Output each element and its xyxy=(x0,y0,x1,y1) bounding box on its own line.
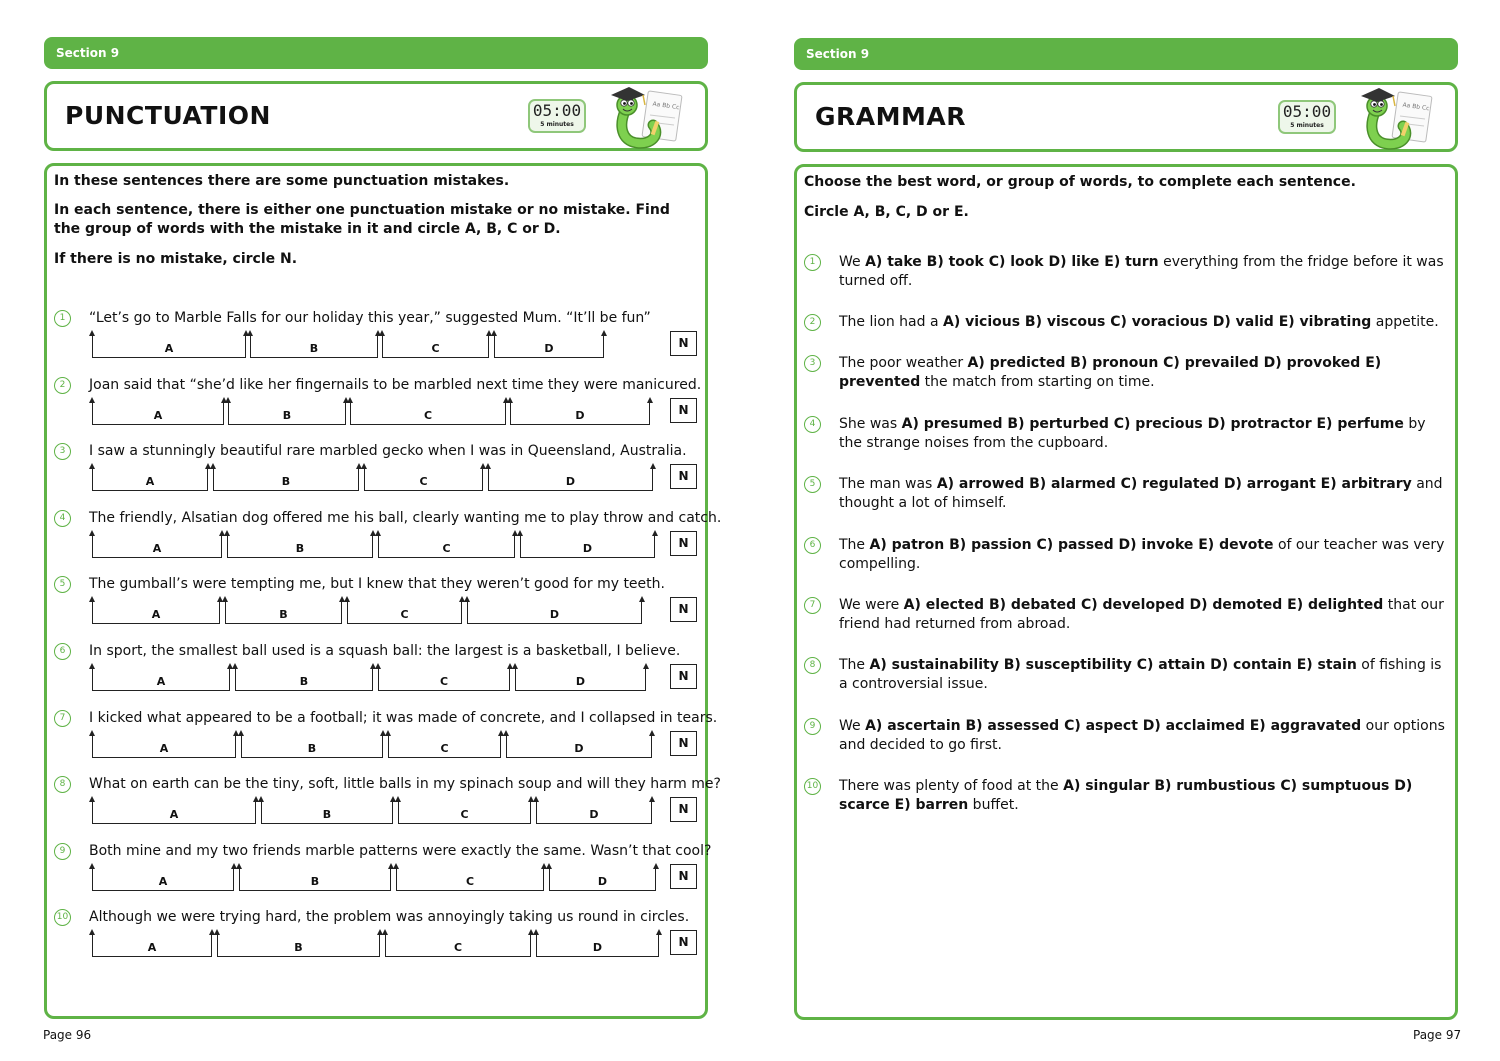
question-sentence: I kicked what appeared to be a football; it was made of concrete, and I collapsed in tears. xyxy=(89,710,718,726)
option-label: B xyxy=(295,542,305,555)
answer-options[interactable]: A) singular B) rumbustious C) sumptuous D) scarce E) barren xyxy=(839,778,1413,813)
page-title: PUNCTUATION xyxy=(65,101,271,130)
answer-segments xyxy=(0,665,700,693)
question-sentence: Joan said that “she’d like her fingernails to be marbled next time they were manicured. xyxy=(89,377,702,393)
option-label: D xyxy=(589,808,599,821)
timer-time: 05:00 xyxy=(532,101,582,120)
option-label: C xyxy=(419,475,428,488)
option-label: A xyxy=(147,941,157,954)
question-sentence: Both mine and my two friends marble patterns were exactly the same. Wasn’t that cool? xyxy=(89,843,712,859)
title-box xyxy=(44,81,708,151)
question-number: 6 xyxy=(54,643,71,660)
answer-options[interactable]: A) vicious B) viscous C) voracious D) valid E) vibrating xyxy=(942,314,1372,330)
answer-option-d[interactable] xyxy=(467,598,642,624)
sentence-start: The poor weather xyxy=(839,355,968,371)
answer-option-d[interactable] xyxy=(494,332,604,358)
option-label: D xyxy=(575,675,586,688)
answer-option-a[interactable] xyxy=(92,532,222,558)
bookworm-mascot-icon xyxy=(1353,86,1437,150)
answer-option-a[interactable] xyxy=(92,399,224,425)
question-number: 4 xyxy=(54,510,71,527)
option-label: C xyxy=(400,608,409,621)
answer-option-b[interactable] xyxy=(241,732,383,758)
answer-segments xyxy=(0,931,700,959)
question-number: 5 xyxy=(54,576,71,593)
answer-option-c[interactable] xyxy=(347,598,462,624)
option-label: A xyxy=(145,475,155,488)
option-label: D xyxy=(544,342,554,355)
answer-segments xyxy=(0,399,700,427)
question-sentence: The friendly, Alsatian dog offered me his ball, clearly wanting me to play throw and catch. xyxy=(89,510,722,526)
option-label: D xyxy=(582,542,593,555)
answer-option-c[interactable] xyxy=(378,532,515,558)
answer-options[interactable]: A) arrowed B) alarmed C) regulated D) arrogant E) arbitrary xyxy=(936,476,1412,492)
answer-options[interactable]: A) sustainability B) susceptibility C) attain D) contain E) stain xyxy=(869,657,1357,673)
no-mistake-box[interactable]: N xyxy=(670,464,697,489)
answer-option-b[interactable] xyxy=(250,332,378,358)
section-header: Section 9 xyxy=(44,37,708,69)
question-number: 1 xyxy=(54,310,71,327)
option-label: C xyxy=(423,409,433,422)
option-label: A xyxy=(151,608,161,621)
sentence-start: The xyxy=(839,657,870,673)
question-number: 4 xyxy=(804,416,821,433)
question-number: 7 xyxy=(804,597,821,614)
option-label: C xyxy=(460,808,469,821)
answer-options[interactable]: A) ascertain B) assessed C) aspect D) acclaimed E) aggravated xyxy=(865,718,1362,734)
option-label: A xyxy=(169,808,179,821)
page-number: Page 97 xyxy=(1413,1028,1462,1042)
option-label: B xyxy=(307,742,317,755)
answer-option-a[interactable] xyxy=(92,931,212,957)
question-number: 8 xyxy=(54,776,71,793)
option-label: C xyxy=(465,875,475,888)
answer-options[interactable]: A) take B) took C) look D) like E) turn xyxy=(865,254,1159,270)
option-label: C xyxy=(439,675,449,688)
no-mistake-box[interactable]: N xyxy=(670,398,697,423)
no-mistake-box[interactable]: N xyxy=(670,331,697,356)
answer-option-c[interactable] xyxy=(385,931,531,957)
answer-option-d[interactable] xyxy=(536,931,659,957)
sentence-end: our options and decided to go first. xyxy=(839,718,1445,753)
sentence-end: by the strange noises from the cupboard. xyxy=(839,416,1426,451)
instruction-1: Choose the best word, or group of words, to complete each sentence. xyxy=(804,174,1356,190)
sentence-end: buffet. xyxy=(968,797,1019,813)
option-label: D xyxy=(575,409,585,422)
answer-option-c[interactable] xyxy=(388,732,501,758)
question-number: 10 xyxy=(804,778,821,795)
no-mistake-box[interactable]: N xyxy=(670,531,697,556)
question-sentence xyxy=(839,536,1451,574)
answer-options[interactable]: A) predicted B) pronoun C) prevailed D) provoked E) prevented xyxy=(839,355,1382,390)
instruction-2: In each sentence, there is either one punctuation mistake or no mistake. Find the group of words with the mistake in it and circle A, B, C or D. xyxy=(54,202,670,237)
answer-option-c[interactable] xyxy=(350,399,506,425)
answer-option-a[interactable] xyxy=(92,732,236,758)
no-mistake-box[interactable]: N xyxy=(670,864,697,889)
timer-badge xyxy=(528,99,586,133)
answer-option-a[interactable] xyxy=(92,665,230,691)
sentence-start: The lion had a xyxy=(839,314,943,330)
answer-option-c[interactable] xyxy=(364,465,483,491)
answer-option-c[interactable] xyxy=(396,865,544,891)
no-mistake-box[interactable]: N xyxy=(670,597,697,622)
answer-option-d[interactable] xyxy=(488,465,653,491)
sentence-end: of our teacher was very compelling. xyxy=(839,537,1445,572)
option-label: A xyxy=(156,675,166,688)
question-number: 9 xyxy=(804,718,821,735)
question-sentence xyxy=(839,415,1451,453)
question-sentence xyxy=(839,253,1451,291)
sentence-start: There was plenty of food at the xyxy=(839,778,1064,794)
timer-badge xyxy=(1278,100,1336,134)
option-label: B xyxy=(299,675,309,688)
svg-text:Aa Bb Cc: Aa Bb Cc xyxy=(652,100,680,112)
answer-segments xyxy=(0,532,700,560)
answer-option-c[interactable] xyxy=(378,665,510,691)
sentence-end: of fishing is a controversial issue. xyxy=(839,657,1442,692)
answer-option-b[interactable] xyxy=(228,399,346,425)
timer-time: 05:00 xyxy=(1282,102,1332,121)
option-label: B xyxy=(281,475,291,488)
answer-option-d[interactable] xyxy=(506,732,652,758)
answer-segments xyxy=(0,465,700,493)
answer-option-b[interactable] xyxy=(239,865,391,891)
sentence-start: We xyxy=(839,254,866,270)
answer-option-a[interactable] xyxy=(92,798,256,824)
answer-option-d[interactable] xyxy=(520,532,655,558)
question-sentence xyxy=(839,656,1451,694)
option-label: B xyxy=(279,608,288,621)
answer-option-b[interactable] xyxy=(213,465,359,491)
answer-option-c[interactable] xyxy=(382,332,489,358)
answer-segments xyxy=(0,332,700,360)
sentence-end: and thought a lot of himself. xyxy=(839,476,1443,511)
answer-option-b[interactable] xyxy=(261,798,393,824)
sentence-end: appetite. xyxy=(1371,314,1439,330)
sentence-end: everything from the fridge before it was turned off. xyxy=(839,254,1444,289)
question-sentence xyxy=(839,717,1451,755)
answer-option-b[interactable] xyxy=(217,931,380,957)
no-mistake-box[interactable]: N xyxy=(670,930,697,955)
sentence-end: that our friend had returned from abroad. xyxy=(839,597,1444,632)
question-number: 8 xyxy=(804,657,821,674)
question-number: 3 xyxy=(54,443,71,460)
answer-options[interactable]: A) presumed B) perturbed C) precious D) protractor E) perfume xyxy=(901,416,1404,432)
no-mistake-box[interactable]: N xyxy=(670,731,697,756)
option-label: B xyxy=(322,808,332,821)
answer-option-b[interactable] xyxy=(225,598,342,624)
option-label: B xyxy=(294,941,303,954)
option-label: A xyxy=(158,875,168,888)
question-sentence: In sport, the smallest ball used is a squash ball: the largest is a basketball, I believe. xyxy=(89,643,681,659)
right-page xyxy=(750,0,1500,1061)
option-label: A xyxy=(153,409,163,422)
answer-option-a[interactable] xyxy=(92,865,234,891)
answer-segments xyxy=(0,798,700,826)
answer-options[interactable]: A) elected B) debated C) developed D) demoted E) delighted xyxy=(903,597,1384,613)
option-label: C xyxy=(442,542,451,555)
sentence-start: The xyxy=(839,537,870,553)
option-label: D xyxy=(592,941,603,954)
question-sentence xyxy=(839,777,1451,815)
sentence-start: We were xyxy=(839,597,904,613)
option-label: D xyxy=(597,875,608,888)
content-box xyxy=(794,164,1458,1020)
option-label: A xyxy=(164,342,174,355)
answer-option-a[interactable] xyxy=(92,332,246,358)
title-box xyxy=(794,82,1458,152)
option-label: C xyxy=(453,941,463,954)
question-number: 7 xyxy=(54,710,71,727)
question-number: 3 xyxy=(804,355,821,372)
question-number: 2 xyxy=(804,314,821,331)
option-label: B xyxy=(310,875,320,888)
page-title: GRAMMAR xyxy=(815,102,966,131)
no-mistake-box[interactable]: N xyxy=(670,797,697,822)
timer-label: 5 minutes xyxy=(540,121,574,128)
question-number: 1 xyxy=(804,254,821,271)
option-label: B xyxy=(282,409,292,422)
question-sentence: What on earth can be the tiny, soft, little balls in my spinach soup and will they harm me? xyxy=(89,776,721,792)
question-sentence: Although we were trying hard, the problem was annoyingly taking us round in circles. xyxy=(89,909,690,925)
option-label: D xyxy=(549,608,560,621)
answer-option-b[interactable] xyxy=(227,532,373,558)
question-sentence xyxy=(839,313,1451,332)
answer-option-b[interactable] xyxy=(235,665,373,691)
option-label: A xyxy=(152,542,162,555)
answer-option-d[interactable] xyxy=(549,865,656,891)
question-number: 5 xyxy=(804,476,821,493)
answer-option-c[interactable] xyxy=(398,798,531,824)
answer-option-d[interactable] xyxy=(536,798,652,824)
svg-text:Aa Bb Cc: Aa Bb Cc xyxy=(1402,101,1430,113)
question-number: 6 xyxy=(804,537,821,554)
answer-segments xyxy=(0,732,700,760)
option-label: A xyxy=(159,742,169,755)
question-sentence xyxy=(839,354,1451,392)
question-sentence xyxy=(839,475,1451,513)
question-sentence: I saw a stunningly beautiful rare marbled gecko when I was in Queensland, Australia. xyxy=(89,443,687,459)
answer-segments xyxy=(0,598,700,626)
sentence-start: The man was xyxy=(839,476,937,492)
option-label: B xyxy=(309,342,319,355)
answer-option-a[interactable] xyxy=(92,598,220,624)
question-sentence: The gumball’s were tempting me, but I knew that they weren’t good for my teeth. xyxy=(89,576,665,592)
question-number: 9 xyxy=(54,843,71,860)
answer-segments xyxy=(0,865,700,893)
answer-options[interactable]: A) patron B) passion C) passed D) invoke E) devote xyxy=(869,537,1274,553)
question-sentence xyxy=(839,596,1451,634)
question-sentence: “Let’s go to Marble Falls for our holiday this year,” suggested Mum. “It’ll be fun” xyxy=(89,310,651,326)
option-label: D xyxy=(574,742,584,755)
no-mistake-box[interactable]: N xyxy=(670,664,697,689)
option-label: C xyxy=(440,742,449,755)
option-label: C xyxy=(431,342,440,355)
instruction-3: If there is no mistake, circle N. xyxy=(54,251,298,267)
answer-option-d[interactable] xyxy=(510,399,650,425)
page-number: Page 96 xyxy=(43,1028,92,1042)
option-label: D xyxy=(565,475,576,488)
timer-label: 5 minutes xyxy=(1290,122,1324,129)
bookworm-mascot-icon xyxy=(603,85,687,149)
instruction-1: In these sentences there are some punctuation mistakes. xyxy=(54,173,510,189)
question-number: 10 xyxy=(54,909,71,926)
sentence-start: She was xyxy=(839,416,902,432)
question-number: 2 xyxy=(54,377,71,394)
instruction-2: Circle A, B, C, D or E. xyxy=(804,204,969,220)
sentence-start: We xyxy=(839,718,866,734)
sentence-end: the match from starting on time. xyxy=(920,374,1155,390)
answer-option-a[interactable] xyxy=(92,465,208,491)
section-header: Section 9 xyxy=(794,38,1458,70)
answer-option-d[interactable] xyxy=(515,665,646,691)
